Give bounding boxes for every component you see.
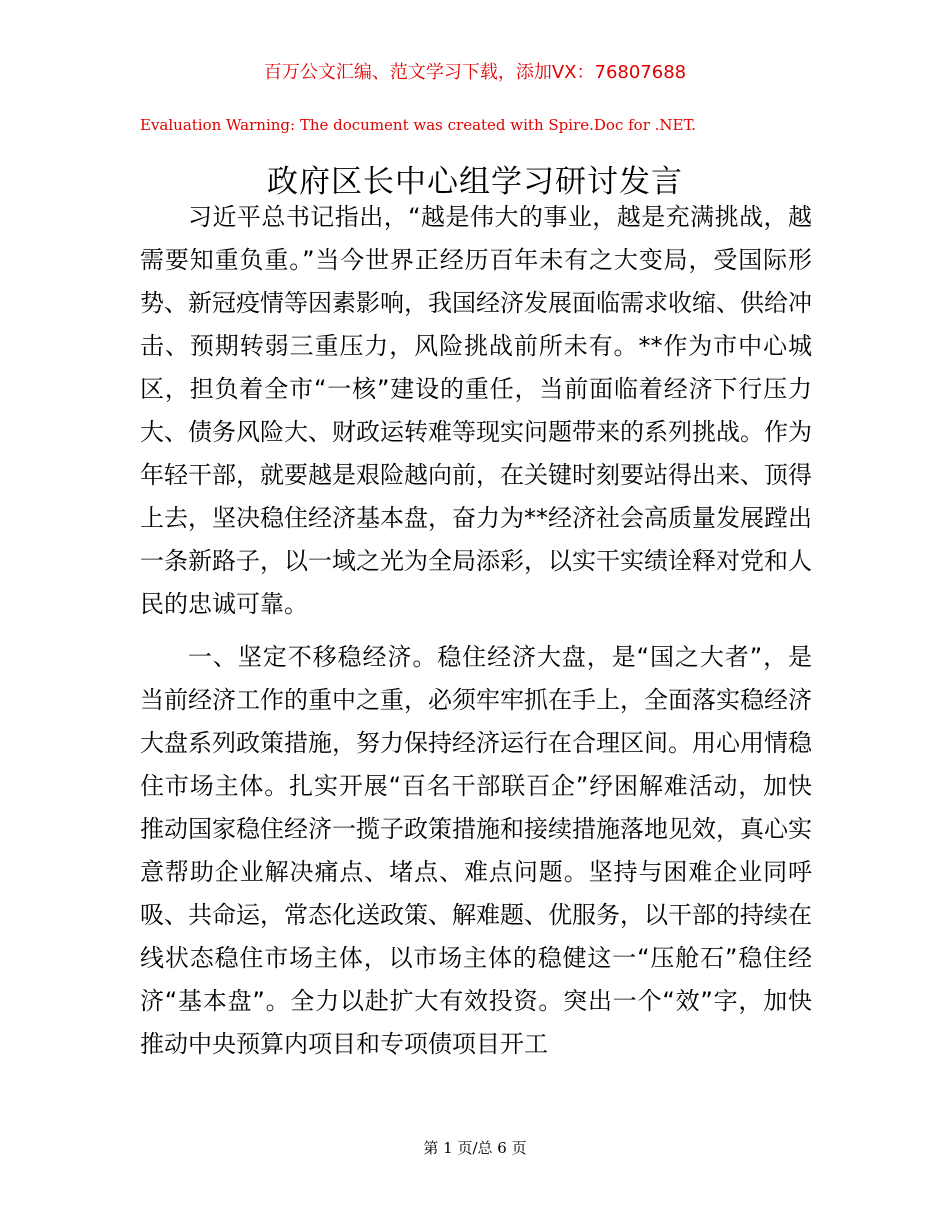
body-paragraph: 一、坚定不移稳经济。稳住经济大盘，是“国之大者”，是当前经济工作的重中之重，必须牢牢抓在手上，全面落实稳经济大盘系列政策措施，努力保持经济运行在合理区间。用心用情稳住市场主体。扎实开展“百名干部联百企”纾困解难活动，加快推动国家稳住经济一揽子政策措施和接续措施落地见效，真心实意帮助企业解决痛点、堵点、难点问题。坚持与困难企业同呼吸、共命运，常态化送政策、解难题、优服务，以干部的持续在线状态稳住市场主体，以市场主体的稳健这一“压舱石”稳住经济“基本盘”。全力以赴扩大有效投资。突出一个“效”字，加快推动中央预算内项目和专项债项目开工	[140, 643, 812, 1058]
evaluation-warning: Evaluation Warning: The document was created with Spire.Doc for .NET.	[140, 116, 697, 134]
document-body	[140, 196, 812, 1066]
document-title: 政府区长中心组学习研讨发言	[267, 164, 683, 200]
body-paragraph: 习近平总书记指出，“越是伟大的事业，越是充满挑战，越需要知重负重。”当今世界正经历百年未有之大变局，受国际形势、新冠疫情等因素影响，我国经济发展面临需求收缩、供给冲击、预期转弱三重压力，风险挑战前所未有。**作为市中心城区，担负着全市“一核”建设的重任，当前面临着经济下行压力大、债务风险大、财政运转难等现实问题带来的系列挑战。作为年轻干部，就要越是艰险越向前，在关键时刻要站得出来、顶得上去，坚决稳住经济基本盘，奋力为**经济社会高质量发展蹚出一条新路子，以一域之光为全局添彩，以实干实绩诠释对党和人民的忠诚可靠。	[140, 203, 812, 618]
header-promo-text: 百万公文汇编、范文学习下载，添加VX：76807688	[263, 62, 687, 83]
page-number-footer: 第 1 页/总 6 页	[423, 1139, 527, 1157]
